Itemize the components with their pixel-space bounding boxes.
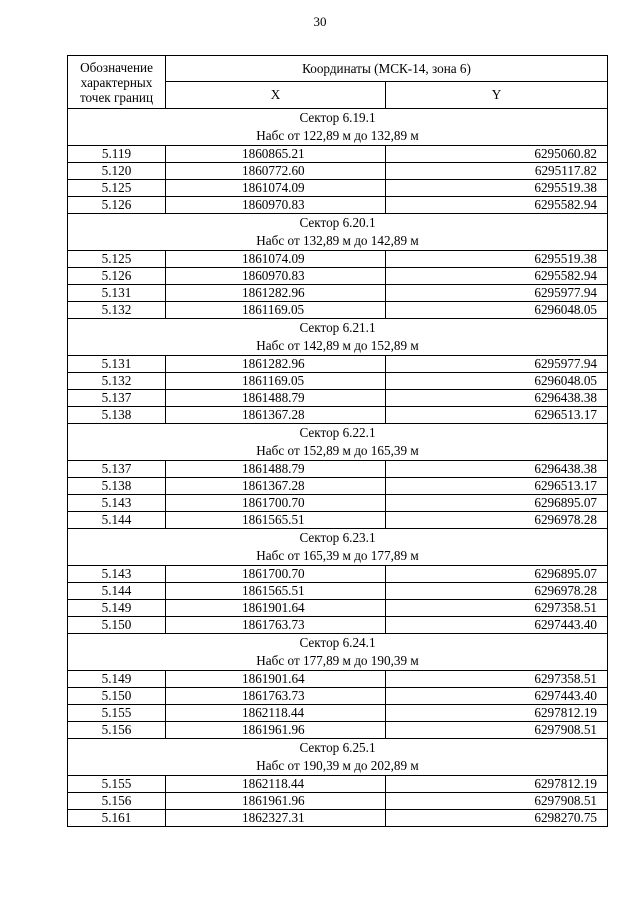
table-row: [68, 407, 608, 424]
point-id-cell: 5.120: [68, 163, 166, 180]
x-coordinate-cell: 1861700.70: [166, 566, 386, 583]
table-row: [68, 776, 608, 793]
point-id-cell: 5.132: [68, 302, 166, 319]
table-body: [68, 109, 608, 827]
sector-range: Набс от 190,39 м до 202,89 м: [256, 758, 419, 773]
y-coordinate-cell: 6295977.94: [386, 356, 608, 373]
y-coordinate-cell: 6296895.07: [386, 566, 608, 583]
x-coordinate-cell: 1861961.96: [166, 793, 386, 810]
table-row: [68, 688, 608, 705]
x-coordinate-cell: 1860772.60: [166, 163, 386, 180]
table-row: [68, 251, 608, 268]
table-row: [68, 722, 608, 739]
x-coordinate-cell: 1860865.21: [166, 146, 386, 163]
x-coordinate-cell: 1861282.96: [166, 285, 386, 302]
table-row: [68, 373, 608, 390]
x-coordinate-cell: 1861565.51: [166, 512, 386, 529]
sector-title: Сектор 6.25.1: [299, 740, 376, 755]
table-row: [68, 146, 608, 163]
x-coordinate-cell: 1861488.79: [166, 390, 386, 407]
point-id-cell: 5.149: [68, 671, 166, 688]
point-id-cell: 5.150: [68, 617, 166, 634]
sector-range: Набс от 142,89 м до 152,89 м: [256, 338, 419, 353]
table-row: [68, 705, 608, 722]
x-coordinate-cell: 1861763.73: [166, 688, 386, 705]
y-coordinate-cell: 6296048.05: [386, 373, 608, 390]
y-coordinate-cell: 6298270.75: [386, 810, 608, 827]
x-coordinate-cell: 1860970.83: [166, 268, 386, 285]
sector-title: Сектор 6.21.1: [299, 320, 376, 335]
sector-row: [68, 319, 608, 356]
y-coordinate-cell: 6297812.19: [386, 705, 608, 722]
y-coordinate-cell: 6297908.51: [386, 793, 608, 810]
y-coordinate-cell: 6296513.17: [386, 478, 608, 495]
point-id-cell: 5.138: [68, 478, 166, 495]
table-row: [68, 180, 608, 197]
table-row: [68, 793, 608, 810]
point-id-cell: 5.131: [68, 285, 166, 302]
table-row: [68, 356, 608, 373]
x-coordinate-cell: 1861367.28: [166, 478, 386, 495]
point-id-cell: 5.143: [68, 495, 166, 512]
y-coordinate-cell: 6297443.40: [386, 688, 608, 705]
x-coordinate-cell: 1861282.96: [166, 356, 386, 373]
sector-row: [68, 634, 608, 671]
y-coordinate-cell: 6296978.28: [386, 583, 608, 600]
y-coordinate-cell: 6296048.05: [386, 302, 608, 319]
y-coordinate-cell: 6297358.51: [386, 600, 608, 617]
table-row: [68, 566, 608, 583]
point-column-header: Обозначение характерных точек границ: [68, 56, 166, 109]
y-coordinate-cell: 6297908.51: [386, 722, 608, 739]
y-coordinate-cell: 6297358.51: [386, 671, 608, 688]
sector-row: [68, 739, 608, 776]
point-id-cell: 5.150: [68, 688, 166, 705]
y-coordinate-cell: 6297812.19: [386, 776, 608, 793]
sector-title: Сектор 6.24.1: [299, 635, 376, 650]
sector-range: Набс от 152,89 м до 165,39 м: [256, 443, 419, 458]
y-coordinate-cell: 6295977.94: [386, 285, 608, 302]
sector-header: [68, 109, 608, 146]
y-coordinate-cell: 6296438.38: [386, 390, 608, 407]
table-row: [68, 268, 608, 285]
x-coordinate-cell: 1860970.83: [166, 197, 386, 214]
sector-row: [68, 424, 608, 461]
sector-header: [68, 529, 608, 566]
point-id-cell: 5.155: [68, 776, 166, 793]
sector-header: [68, 634, 608, 671]
x-coordinate-cell: 1861565.51: [166, 583, 386, 600]
x-coordinate-cell: 1862118.44: [166, 705, 386, 722]
point-id-cell: 5.125: [68, 251, 166, 268]
y-coordinate-cell: 6295519.38: [386, 180, 608, 197]
y-coordinate-cell: 6296438.38: [386, 461, 608, 478]
table-row: [68, 197, 608, 214]
sector-row: [68, 214, 608, 251]
x-column-header: X: [166, 82, 386, 109]
point-id-cell: 5.138: [68, 407, 166, 424]
sector-range: Набс от 132,89 м до 142,89 м: [256, 233, 419, 248]
table-row: [68, 671, 608, 688]
sector-title: Сектор 6.20.1: [299, 215, 376, 230]
sector-range: Набс от 165,39 м до 177,89 м: [256, 548, 419, 563]
sector-title: Сектор 6.23.1: [299, 530, 376, 545]
table-row: [68, 302, 608, 319]
table-row: [68, 583, 608, 600]
point-id-cell: 5.144: [68, 583, 166, 600]
table-row: [68, 461, 608, 478]
y-coordinate-cell: 6295060.82: [386, 146, 608, 163]
point-id-cell: 5.126: [68, 268, 166, 285]
x-coordinate-cell: 1861700.70: [166, 495, 386, 512]
table-row: [68, 163, 608, 180]
y-coordinate-cell: 6296978.28: [386, 512, 608, 529]
x-coordinate-cell: 1861961.96: [166, 722, 386, 739]
coordinates-header: Координаты (МСК-14, зона 6): [166, 56, 608, 82]
point-id-cell: 5.156: [68, 722, 166, 739]
sector-range: Набс от 177,89 м до 190,39 м: [256, 653, 419, 668]
sector-row: [68, 109, 608, 146]
y-coordinate-cell: 6296895.07: [386, 495, 608, 512]
point-id-cell: 5.132: [68, 373, 166, 390]
table-row: [68, 390, 608, 407]
sector-header: [68, 214, 608, 251]
point-id-cell: 5.125: [68, 180, 166, 197]
x-coordinate-cell: 1861169.05: [166, 302, 386, 319]
point-id-cell: 5.149: [68, 600, 166, 617]
point-id-cell: 5.131: [68, 356, 166, 373]
y-coordinate-cell: 6295519.38: [386, 251, 608, 268]
table-row: [68, 478, 608, 495]
x-coordinate-cell: 1861074.09: [166, 251, 386, 268]
x-coordinate-cell: 1861763.73: [166, 617, 386, 634]
x-coordinate-cell: 1861367.28: [166, 407, 386, 424]
sector-header: [68, 319, 608, 356]
y-column-header: Y: [386, 82, 608, 109]
coordinates-table: [67, 55, 608, 827]
point-id-cell: 5.161: [68, 810, 166, 827]
x-coordinate-cell: 1861074.09: [166, 180, 386, 197]
y-coordinate-cell: 6295582.94: [386, 268, 608, 285]
x-coordinate-cell: 1861488.79: [166, 461, 386, 478]
point-id-cell: 5.137: [68, 390, 166, 407]
x-coordinate-cell: 1861169.05: [166, 373, 386, 390]
point-id-cell: 5.119: [68, 146, 166, 163]
sector-title: Сектор 6.19.1: [299, 110, 376, 125]
x-coordinate-cell: 1861901.64: [166, 671, 386, 688]
sector-header: [68, 424, 608, 461]
sector-range: Набс от 122,89 м до 132,89 м: [256, 128, 419, 143]
table-row: [68, 600, 608, 617]
y-coordinate-cell: 6295117.82: [386, 163, 608, 180]
table-row: [68, 617, 608, 634]
point-id-cell: 5.144: [68, 512, 166, 529]
point-id-cell: 5.155: [68, 705, 166, 722]
y-coordinate-cell: 6295582.94: [386, 197, 608, 214]
point-id-cell: 5.137: [68, 461, 166, 478]
table-row: [68, 512, 608, 529]
x-coordinate-cell: 1861901.64: [166, 600, 386, 617]
point-id-cell: 5.143: [68, 566, 166, 583]
sector-header: [68, 739, 608, 776]
sector-title: Сектор 6.22.1: [299, 425, 376, 440]
x-coordinate-cell: 1862327.31: [166, 810, 386, 827]
table-row: [68, 810, 608, 827]
x-coordinate-cell: 1862118.44: [166, 776, 386, 793]
y-coordinate-cell: 6297443.40: [386, 617, 608, 634]
page-number: 30: [313, 14, 327, 29]
table-row: [68, 495, 608, 512]
sector-row: [68, 529, 608, 566]
table-row: [68, 285, 608, 302]
point-id-cell: 5.126: [68, 197, 166, 214]
point-id-cell: 5.156: [68, 793, 166, 810]
y-coordinate-cell: 6296513.17: [386, 407, 608, 424]
